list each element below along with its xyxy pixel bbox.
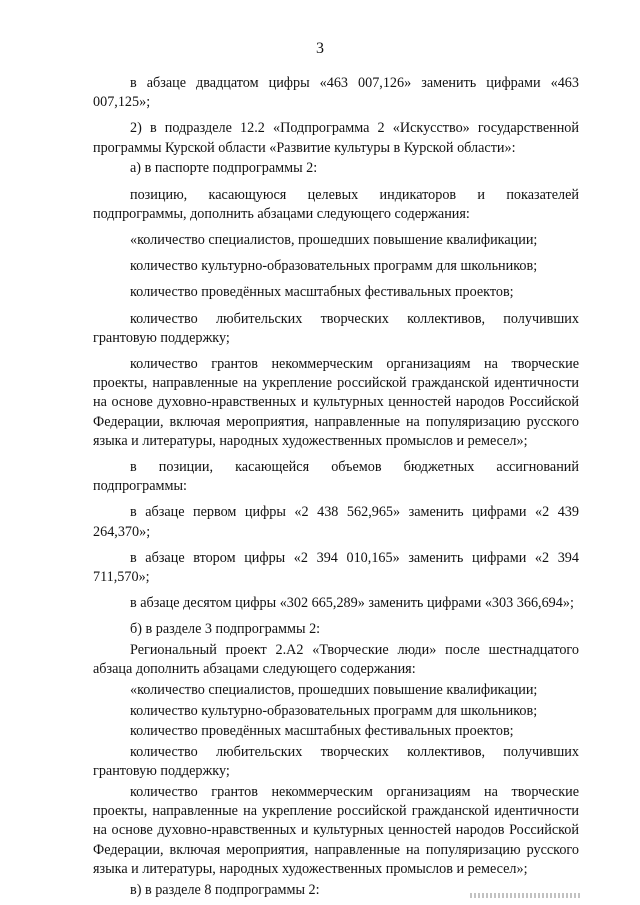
paragraph: Региональный проект 2.А2 «Творческие люди» после шестнадцатого абзаца дополнить абзацами следующего содержания: bbox=[93, 642, 579, 678]
paragraph: в абзаце первом цифры «2 438 562,965» заменить цифрами «2 439 264,370»; bbox=[93, 504, 579, 540]
paragraph: количество культурно-образовательных программ для школьников; bbox=[130, 258, 538, 275]
paragraph: позицию, касающуюся целевых индикаторов и показателей подпрограммы, дополнить абзацами следующего содержания: bbox=[93, 186, 579, 222]
page-number: 3 bbox=[316, 40, 324, 57]
paragraph: б) в разделе 3 подпрограммы 2: bbox=[130, 621, 321, 638]
paragraph: в) в разделе 8 подпрограммы 2: bbox=[130, 881, 320, 898]
paragraph: количество грантов некоммерческим организациям на творческие проекты, направленные на укрепление российской гражданской идентичности на основе духовно-нравственных и культурных ценностей народов Российской Федерации, включая мероприятия, направленные на популяризацию русского языка и литературы, народных художественных промыслов и ремесел»; bbox=[93, 784, 579, 877]
paragraph: количество любительских творческих коллективов, получивших грантовую поддержку; bbox=[93, 310, 579, 346]
paragraph: «количество специалистов, прошедших повышение квалификации; bbox=[130, 231, 538, 248]
paragraph: количество проведённых масштабных фестивальных проектов; bbox=[130, 284, 514, 301]
paragraph: а) в паспорте подпрограммы 2: bbox=[130, 160, 318, 177]
paragraph: «количество специалистов, прошедших повышение квалификации; bbox=[130, 681, 538, 698]
paragraph: в абзаце двадцатом цифры «463 007,126» заменить цифрами «463 007,125»; bbox=[93, 75, 579, 111]
paragraph: в позиции, касающейся объемов бюджетных ассигнований подпрограммы: bbox=[93, 458, 579, 495]
document-body bbox=[93, 74, 579, 901]
paragraph: в абзаце втором цифры «2 394 010,165» заменить цифрами «2 394 711,570»; bbox=[93, 549, 579, 585]
scan-artifact bbox=[470, 893, 580, 898]
paragraph: количество культурно-образовательных программ для школьников; bbox=[130, 702, 538, 719]
paragraph: количество проведённых масштабных фестивальных проектов; bbox=[130, 723, 514, 740]
paragraph: 2) в подразделе 12.2 «Подпрограмма 2 «Искусство» государственной программы Курской области «Развитие культуры в Курской области»: bbox=[93, 120, 579, 156]
paragraph: количество любительских творческих коллективов, получивших грантовую поддержку; bbox=[93, 744, 579, 780]
paragraph: в абзаце десятом цифры «302 665,289» заменить цифрами «303 366,694»; bbox=[130, 595, 574, 612]
paragraph: количество грантов некоммерческим организациям на творческие проекты, направленные на укрепление российской гражданской идентичности на основе духовно-нравственных и культурных ценностей народов Российской Федерации, включая мероприятия, направленные на популяризацию русского языка и литературы, народных художественных промыслов и ремесел»; bbox=[93, 355, 579, 449]
